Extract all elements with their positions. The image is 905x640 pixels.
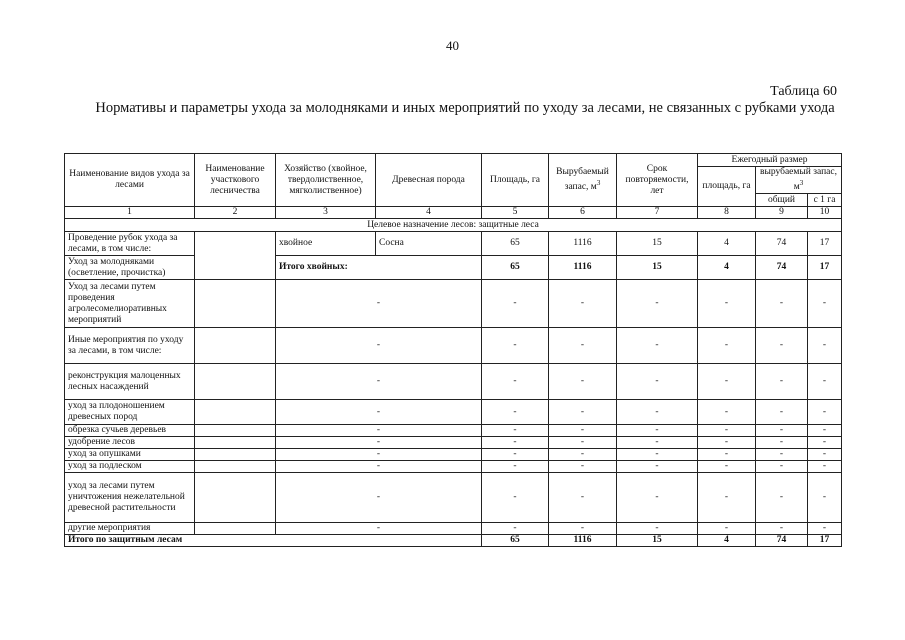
forestry-cell <box>195 400 276 425</box>
dash-cell: - <box>276 473 482 523</box>
row-label: реконструкция малоценных лесных насаждений <box>65 364 195 400</box>
dash-cell: - <box>617 449 698 461</box>
header-annual-area: площадь, га <box>698 167 756 207</box>
farm-cell: хвойное <box>276 232 376 256</box>
row-label: уход за опушками <box>65 449 195 461</box>
dash-cell: - <box>482 280 549 328</box>
dash-cell: - <box>482 437 549 449</box>
dash-cell: - <box>808 461 842 473</box>
dash-cell: - <box>808 328 842 364</box>
dash-cell: - <box>756 461 808 473</box>
dash-cell: - <box>276 437 482 449</box>
dash-cell: - <box>808 364 842 400</box>
dash-cell: - <box>549 425 617 437</box>
header-period: Срок повторяемости, лет <box>617 154 698 207</box>
dash-cell: - <box>617 437 698 449</box>
subtotal-label: Итого хвойных: <box>276 256 482 280</box>
row-label: обрезка сучьев деревьев <box>65 425 195 437</box>
value-cell: 74 <box>756 232 808 256</box>
col-number: 4 <box>376 207 482 219</box>
dash-cell: - <box>617 461 698 473</box>
dash-cell: - <box>617 425 698 437</box>
value-cell: 17 <box>808 232 842 256</box>
row-label: уход за лесами путем уничтожения нежелательной древесной растительности <box>65 473 195 523</box>
dash-cell: - <box>617 280 698 328</box>
row-label: другие мероприятия <box>65 523 195 535</box>
col-number: 3 <box>276 207 376 219</box>
col-number: 2 <box>195 207 276 219</box>
value-cell: 4 <box>698 535 756 547</box>
dash-cell: - <box>482 461 549 473</box>
header-annual-stock: вырубаемый запас, $м^3$ <box>756 167 842 194</box>
value-cell: 17 <box>808 535 842 547</box>
value-cell: 4 <box>698 232 756 256</box>
dash-cell: - <box>482 523 549 535</box>
header-annual: Ежегодный размер <box>698 154 842 167</box>
table-row <box>65 461 842 473</box>
forestry-cell <box>195 461 276 473</box>
dash-cell: - <box>756 523 808 535</box>
header-activity: Наименование видов ухода за лесами <box>65 154 195 207</box>
total-label: Итого по защитным лесам <box>65 535 482 547</box>
forestry-cell <box>195 232 276 280</box>
dash-cell: - <box>482 473 549 523</box>
value-cell: 4 <box>698 256 756 280</box>
forestry-cell <box>195 437 276 449</box>
row-label: удобрение лесов <box>65 437 195 449</box>
header-forestry: Наименование участкового лесничества <box>195 154 276 207</box>
dash-cell: - <box>808 400 842 425</box>
col-number: 6 <box>549 207 617 219</box>
table-row <box>65 473 842 523</box>
dash-cell: - <box>808 425 842 437</box>
value-cell: 15 <box>617 232 698 256</box>
dash-cell: - <box>698 473 756 523</box>
row-label: Проведение рубок ухода за лесами, в том числе: <box>65 232 195 256</box>
header-species: Древесная порода <box>376 154 482 207</box>
table-row <box>65 437 842 449</box>
header-total: общий <box>756 194 808 207</box>
dash-cell: - <box>549 449 617 461</box>
header-farm: Хозяйство (хвойное, твердолиственное, мягколиственное) <box>276 154 376 207</box>
page-number: 40 <box>446 38 459 53</box>
row-label: Иные мероприятия по уходу за лесами, в том числе: <box>65 328 195 364</box>
dash-cell: - <box>698 449 756 461</box>
dash-cell: - <box>482 449 549 461</box>
dash-cell: - <box>756 364 808 400</box>
dash-cell: - <box>617 473 698 523</box>
dash-cell: - <box>756 449 808 461</box>
dash-cell: - <box>549 280 617 328</box>
dash-cell: - <box>808 280 842 328</box>
table-row <box>65 400 842 425</box>
dash-cell: - <box>756 473 808 523</box>
dash-cell: - <box>549 473 617 523</box>
row-label: уход за плодоношением древесных пород <box>65 400 195 425</box>
dash-cell: - <box>482 328 549 364</box>
dash-cell: - <box>276 364 482 400</box>
table-row <box>65 449 842 461</box>
dash-cell: - <box>756 400 808 425</box>
value-cell: 65 <box>482 232 549 256</box>
dash-cell: - <box>549 328 617 364</box>
col-number: 9 <box>756 207 808 219</box>
dash-cell: - <box>756 328 808 364</box>
row-label: Уход за лесами путем проведения агролесомелиоративных мероприятий <box>65 280 195 328</box>
table-row <box>65 364 842 400</box>
dash-cell: - <box>617 523 698 535</box>
value-cell: 1116 <box>549 535 617 547</box>
dash-cell: - <box>617 364 698 400</box>
forestry-cell <box>195 328 276 364</box>
dash-cell: - <box>698 328 756 364</box>
col-number: 5 <box>482 207 549 219</box>
forestry-cell <box>195 473 276 523</box>
total-row <box>65 535 842 547</box>
dash-cell: - <box>276 449 482 461</box>
header-stock: Вырубаемый запас, $м^3$ <box>549 154 617 207</box>
value-cell: 1116 <box>549 232 617 256</box>
col-number: 10 <box>808 207 842 219</box>
dash-cell: - <box>698 280 756 328</box>
section-title: Целевое назначение лесов: защитные леса <box>65 219 842 232</box>
forestry-cell <box>195 364 276 400</box>
value-cell: 74 <box>756 256 808 280</box>
dash-cell: - <box>276 425 482 437</box>
table-row <box>65 425 842 437</box>
forestry-cell <box>195 449 276 461</box>
dash-cell: - <box>698 364 756 400</box>
table-label: Таблица 60 <box>770 84 837 99</box>
dash-cell: - <box>482 400 549 425</box>
value-cell: 17 <box>808 256 842 280</box>
dash-cell: - <box>808 449 842 461</box>
dash-cell: - <box>756 280 808 328</box>
dash-cell: - <box>549 400 617 425</box>
dash-cell: - <box>698 400 756 425</box>
header-area: Площадь, га <box>482 154 549 207</box>
forest-care-table <box>64 153 842 547</box>
table-row <box>65 232 842 256</box>
dash-cell: - <box>549 364 617 400</box>
dash-cell: - <box>549 437 617 449</box>
dash-cell: - <box>756 425 808 437</box>
dash-cell: - <box>482 425 549 437</box>
table-row <box>65 328 842 364</box>
document-title: Нормативы и параметры ухода за молодняками и иных мероприятий по уходу за лесами, не связанных с рубками ухода <box>95 100 835 116</box>
column-numbers-row <box>65 207 842 219</box>
table-row <box>65 280 842 328</box>
value-cell: 1116 <box>549 256 617 280</box>
dash-cell: - <box>698 461 756 473</box>
dash-cell: - <box>617 400 698 425</box>
dash-cell: - <box>698 523 756 535</box>
col-number: 7 <box>617 207 698 219</box>
value-cell: 15 <box>617 535 698 547</box>
forestry-cell <box>195 280 276 328</box>
dash-cell: - <box>808 523 842 535</box>
header-per-ha: с 1 га <box>808 194 842 207</box>
dash-cell: - <box>698 425 756 437</box>
dash-cell: - <box>808 473 842 523</box>
dash-cell: - <box>276 523 482 535</box>
table-row <box>65 256 842 280</box>
dash-cell: - <box>276 328 482 364</box>
dash-cell: - <box>276 461 482 473</box>
species-cell: Сосна <box>376 232 482 256</box>
value-cell: 65 <box>482 256 549 280</box>
dash-cell: - <box>756 437 808 449</box>
value-cell: 65 <box>482 535 549 547</box>
row-label: Уход за молодняками (осветление, прочистка) <box>65 256 195 280</box>
dash-cell: - <box>617 328 698 364</box>
dash-cell: - <box>549 461 617 473</box>
col-number: 8 <box>698 207 756 219</box>
dash-cell: - <box>276 400 482 425</box>
value-cell: 15 <box>617 256 698 280</box>
row-label: уход за подлеском <box>65 461 195 473</box>
forestry-cell <box>195 523 276 535</box>
forestry-cell <box>195 425 276 437</box>
col-number: 1 <box>65 207 195 219</box>
dash-cell: - <box>808 437 842 449</box>
dash-cell: - <box>482 364 549 400</box>
dash-cell: - <box>276 280 482 328</box>
table-row <box>65 523 842 535</box>
dash-cell: - <box>549 523 617 535</box>
value-cell: 74 <box>756 535 808 547</box>
dash-cell: - <box>698 437 756 449</box>
